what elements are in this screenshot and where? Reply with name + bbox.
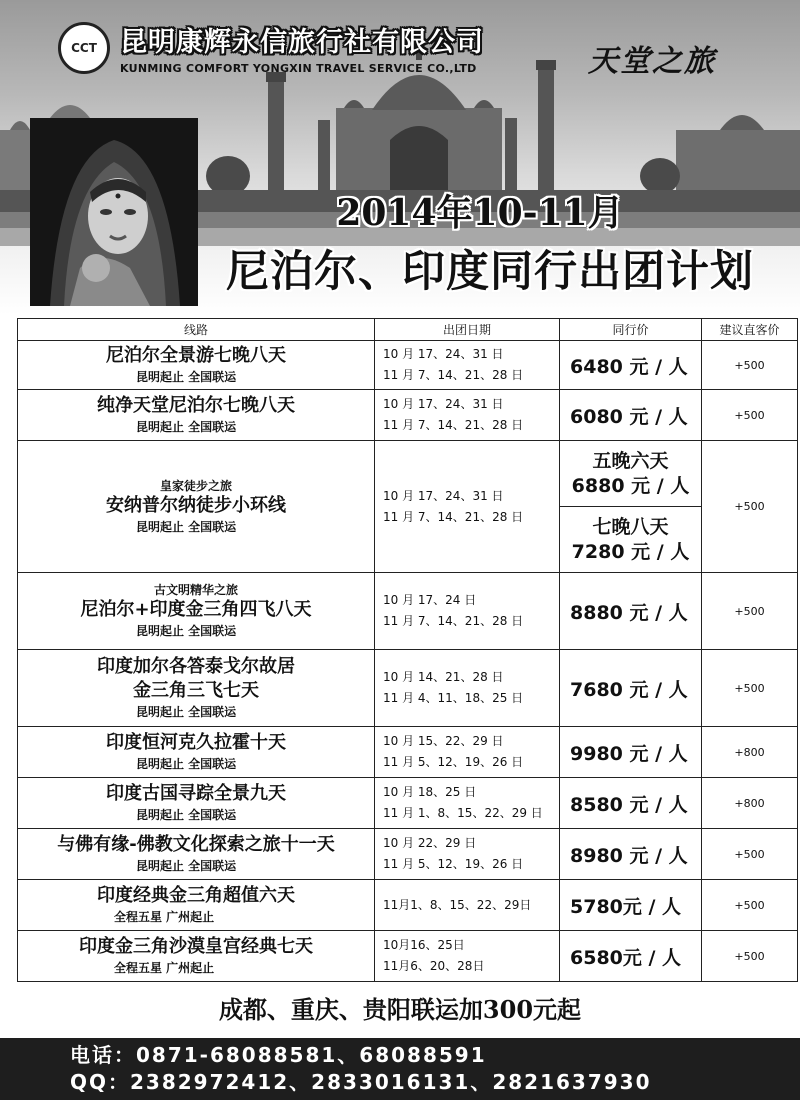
phone-line — [70, 1042, 800, 1069]
date-line: 11 月 5、12、19、26 日 — [383, 857, 524, 871]
company-brand — [58, 20, 484, 75]
retail-add: +500 — [702, 441, 798, 573]
date-line: 10 月 17、24 日 — [383, 593, 477, 607]
table-row — [18, 441, 798, 507]
company-name-en: KUNMING COMFORT YONGXIN TRAVEL SERVICE CO.,LTD — [120, 62, 477, 75]
option-price: 7280 元 / 人 — [571, 540, 690, 563]
table-row — [18, 727, 798, 778]
retail-add: +800 — [702, 778, 798, 829]
route-note: 全程五星 广州起止 — [114, 961, 215, 975]
phone-number: 0871-68088581、68088591 — [136, 1043, 487, 1067]
cct-logo-icon: CCT — [58, 22, 110, 74]
retail-add: +500 — [702, 341, 798, 390]
route-note: 昆明起止 全国联运 — [136, 624, 237, 638]
option-price: 6880 元 / 人 — [571, 474, 690, 497]
retail-add: +500 — [702, 573, 798, 650]
table-row — [18, 573, 798, 650]
table-row — [18, 390, 798, 441]
date-line: 11 月 7、14、21、28 日 — [383, 368, 524, 382]
date-line: 10 月 14、21、28 日 — [383, 670, 504, 684]
route-name: 尼泊尔+印度金三角四飞八天 — [80, 599, 312, 620]
retail-add: +500 — [702, 390, 798, 441]
price: 8980 元 / 人 — [560, 829, 702, 880]
qq-label: QQ： — [70, 1070, 131, 1094]
route-name: 与佛有缘-佛教文化探索之旅十一天 — [57, 834, 335, 855]
retail-add: +500 — [702, 829, 798, 880]
header-route: 线路 — [18, 319, 375, 341]
option-label: 七晚八天 — [592, 515, 669, 538]
date-line: 10月16、25日 — [383, 938, 465, 952]
table-row — [18, 829, 798, 880]
header-retail-add: 建议直客价 — [702, 319, 798, 341]
title-date: 2014年10-11月 — [336, 192, 624, 234]
route-name: 印度金三角沙漠皇宫经典七天 — [79, 936, 313, 957]
route-name: 尼泊尔全景游七晚八天 — [106, 345, 286, 366]
route-theme: 皇家徒步之旅 — [159, 478, 232, 493]
price: 6480 元 / 人 — [560, 341, 702, 390]
date-line: 10 月 17、24、31 日 — [383, 347, 504, 361]
date-line: 11 月 7、14、21、28 日 — [383, 509, 524, 524]
date-line: 11 月 7、14、21、28 日 — [383, 418, 524, 432]
slogan: 天堂之旅 — [588, 44, 716, 79]
date-line: 10 月 15、22、29 日 — [383, 734, 504, 748]
header-price: 同行价 — [560, 319, 702, 341]
table-row — [18, 880, 798, 931]
route-name: 纯净天堂尼泊尔七晚八天 — [97, 395, 295, 416]
retail-add: +500 — [702, 650, 798, 727]
price: 9980 元 / 人 — [560, 727, 702, 778]
price: 7680 元 / 人 — [560, 650, 702, 727]
date-line: 11 月 7、14、21、28 日 — [383, 614, 524, 628]
route-note: 昆明起止 全国联运 — [136, 859, 237, 873]
qq-line — [70, 1069, 800, 1096]
date-line: 10 月 17、24、31 日 — [383, 488, 504, 503]
route-name: 印度古国寻踪全景九天 — [106, 783, 286, 804]
route-note: 昆明起止 全国联运 — [136, 757, 237, 771]
table-header-row — [18, 319, 798, 341]
retail-add: +500 — [702, 880, 798, 931]
qq-number: 2382972412、2833016131、2821637930 — [130, 1070, 652, 1094]
retail-add: +500 — [702, 931, 798, 982]
route-name: 印度经典金三角超值六天 — [97, 885, 295, 906]
route-note: 昆明起止 全国联运 — [136, 808, 237, 822]
header-banner — [0, 0, 800, 315]
route-note: 昆明起止 全国联运 — [136, 420, 237, 434]
woman-portrait-image — [30, 118, 198, 306]
route-note: 昆明起止 全国联运 — [136, 705, 237, 719]
route-name: 金三角三飞七天 — [133, 680, 259, 701]
route-note: 全程五星 广州起止 — [114, 910, 215, 924]
portrait-illustration — [30, 118, 198, 306]
page-title: 尼泊尔、印度同行出团计划 — [226, 247, 754, 297]
option-label: 五晚六天 — [592, 449, 669, 472]
table-row — [18, 650, 798, 727]
header-dates: 出团日期 — [375, 319, 560, 341]
date-line: 11月1、8、15、22、29日 — [383, 897, 532, 912]
price: 6580元 / 人 — [560, 931, 702, 982]
date-line: 10 月 17、24、31 日 — [383, 397, 504, 411]
route-name: 印度加尔各答泰戈尔故居 — [97, 656, 295, 677]
route-name: 印度恒河克久拉霍十天 — [106, 732, 286, 753]
date-line: 10 月 18、25 日 — [383, 785, 477, 799]
route-theme: 古文明精华之旅 — [153, 583, 238, 597]
date-line: 11月6、20、28日 — [383, 959, 485, 973]
price: 8880 元 / 人 — [560, 573, 702, 650]
phone-label: 电话： — [70, 1043, 136, 1067]
date-line: 11 月 5、12、19、26 日 — [383, 755, 524, 769]
date-line: 11 月 4、11、18、25 日 — [383, 691, 524, 705]
date-line: 10 月 22、29 日 — [383, 836, 477, 850]
route-note: 昆明起止 全国联运 — [136, 370, 237, 384]
table-row — [18, 341, 798, 390]
price: 8580 元 / 人 — [560, 778, 702, 829]
route-name: 安纳普尔纳徒步小环线 — [106, 494, 286, 516]
price: 5780元 / 人 — [560, 880, 702, 931]
date-line: 11 月 1、8、15、22、29 日 — [383, 806, 543, 820]
route-note: 昆明起止 全国联运 — [136, 519, 237, 534]
tour-schedule-table — [17, 318, 798, 982]
table-row — [18, 931, 798, 982]
retail-add: +800 — [702, 727, 798, 778]
price: 6080 元 / 人 — [560, 390, 702, 441]
company-name-cn: 昆明康辉永信旅行社有限公司 — [120, 27, 484, 58]
transfer-note: 成都、重庆、贵阳联运加300元起 — [218, 995, 582, 1024]
contact-bar — [0, 1038, 800, 1100]
table-row — [18, 778, 798, 829]
